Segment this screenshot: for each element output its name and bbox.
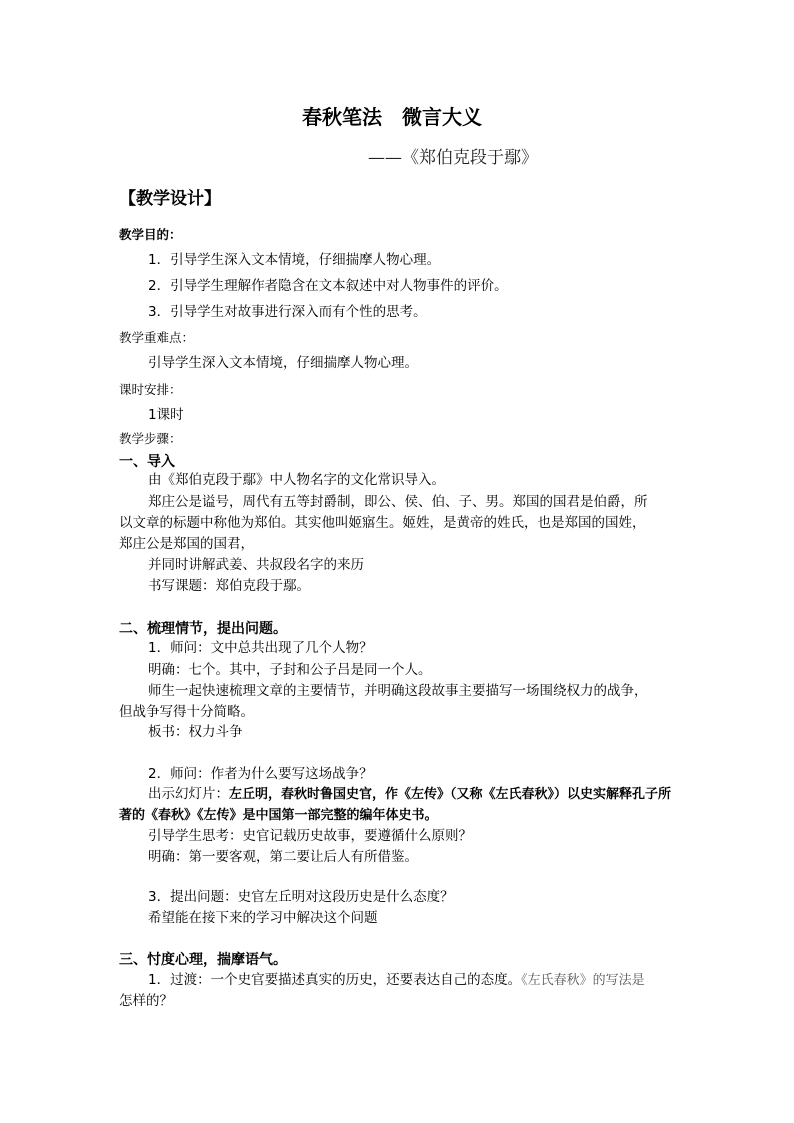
step2-question3: 3．提出问题：史官左丘明对这段历史是什么态度？ [148, 889, 454, 905]
step2-question1: 1．师问：文中总共出现了几个人物？ [148, 640, 373, 656]
step3-heading: 三、忖度心理，揣摩语气。 [119, 952, 287, 968]
step3-para-line1 [148, 974, 645, 988]
step3-para-part-a: 1．过渡：一个史官要描述真实的历史，还要表达自己的态度。 [148, 972, 522, 988]
step2-slide-line2: 著的《春秋》《左传》是中国第一部完整的编年体史书。 [119, 808, 438, 823]
step1-para4: 书写课题：郑伯克段于鄢。 [148, 578, 310, 594]
goal-item-3: 3．引导学生对故事进行深入而有个性的思考。 [148, 304, 427, 320]
step1-para2-line3: 郑庄公是郑国的国君， [119, 536, 254, 552]
hours-text: 1课时 [148, 407, 184, 423]
step1-heading: 一、导入 [119, 454, 175, 470]
key-points-text: 引导学生深入文本情境，仔细揣摩人物心理。 [148, 355, 418, 371]
step1-para2-line2: 以文章的标题中称他为郑伯。其实他叫姬寤生。姬姓，是黄帝的姓氏，也是郑国的国姓， [119, 515, 646, 531]
step2-board: 板书：权力斗争 [148, 724, 243, 740]
step2-para-line1: 师生一起快速梳理文章的主要情节，并明确这段故事主要描写一场围绕权力的战争， [148, 683, 648, 699]
step3-para-line2: 怎样的？ [119, 993, 173, 1009]
step2-para-line2: 但战争写得十分简略。 [119, 704, 254, 720]
key-points-label: 教学重难点： [119, 330, 195, 345]
slide-prefix: 出示幻灯片： [148, 786, 229, 802]
step1-para2-line1: 郑庄公是谥号，周代有五等封爵制，即公、侯、伯、子、男。郑国的国君是伯爵，所 [148, 494, 648, 510]
goal-item-2: 2．引导学生理解作者隐含在文本叙述中对人物事件的评价。 [148, 278, 508, 294]
step1-para1: 由《郑伯克段于鄢》中人物名字的文化常识导入。 [148, 472, 445, 488]
goal-item-1: 1．引导学生深入文本情境，仔细揣摩人物心理。 [148, 252, 441, 268]
hours-label: 课时安排： [119, 382, 182, 397]
page-subtitle: ——《郑伯克段于鄢》 [368, 148, 538, 168]
step3-para-part-b: 《左氏春秋》的写法是 [521, 973, 645, 988]
step2-question2: 2．师问：作者为什么要写这场战争？ [148, 766, 373, 782]
steps-label: 教学步骤： [119, 431, 182, 446]
section-heading: 【教学设计】 [119, 189, 221, 209]
goals-label: 教学目的： [119, 227, 182, 242]
slide-bold-line1: 左丘明，春秋时鲁国史官，作《左传》（又称《左氏春秋》）以史实解释孔子所 [229, 787, 672, 802]
step2-answer2: 明确：第一要客观，第二要让后人有所借鉴。 [148, 849, 418, 865]
step2-heading: 二、梳理情节，提出问题。 [119, 621, 287, 637]
step2-slide-line1 [148, 788, 671, 802]
step2-think: 引导学生思考：史官记载历史故事，要遵循什么原则？ [148, 828, 472, 844]
page-title: 春秋笔法 微言大义 [302, 105, 482, 129]
step1-para3: 并同时讲解武姜、共叔段名字的来历 [148, 557, 364, 573]
step2-hope: 希望能在接下来的学习中解决这个问题 [148, 910, 378, 926]
step2-answer1: 明确：七个。其中，子封和公子吕是同一个人。 [148, 662, 432, 678]
